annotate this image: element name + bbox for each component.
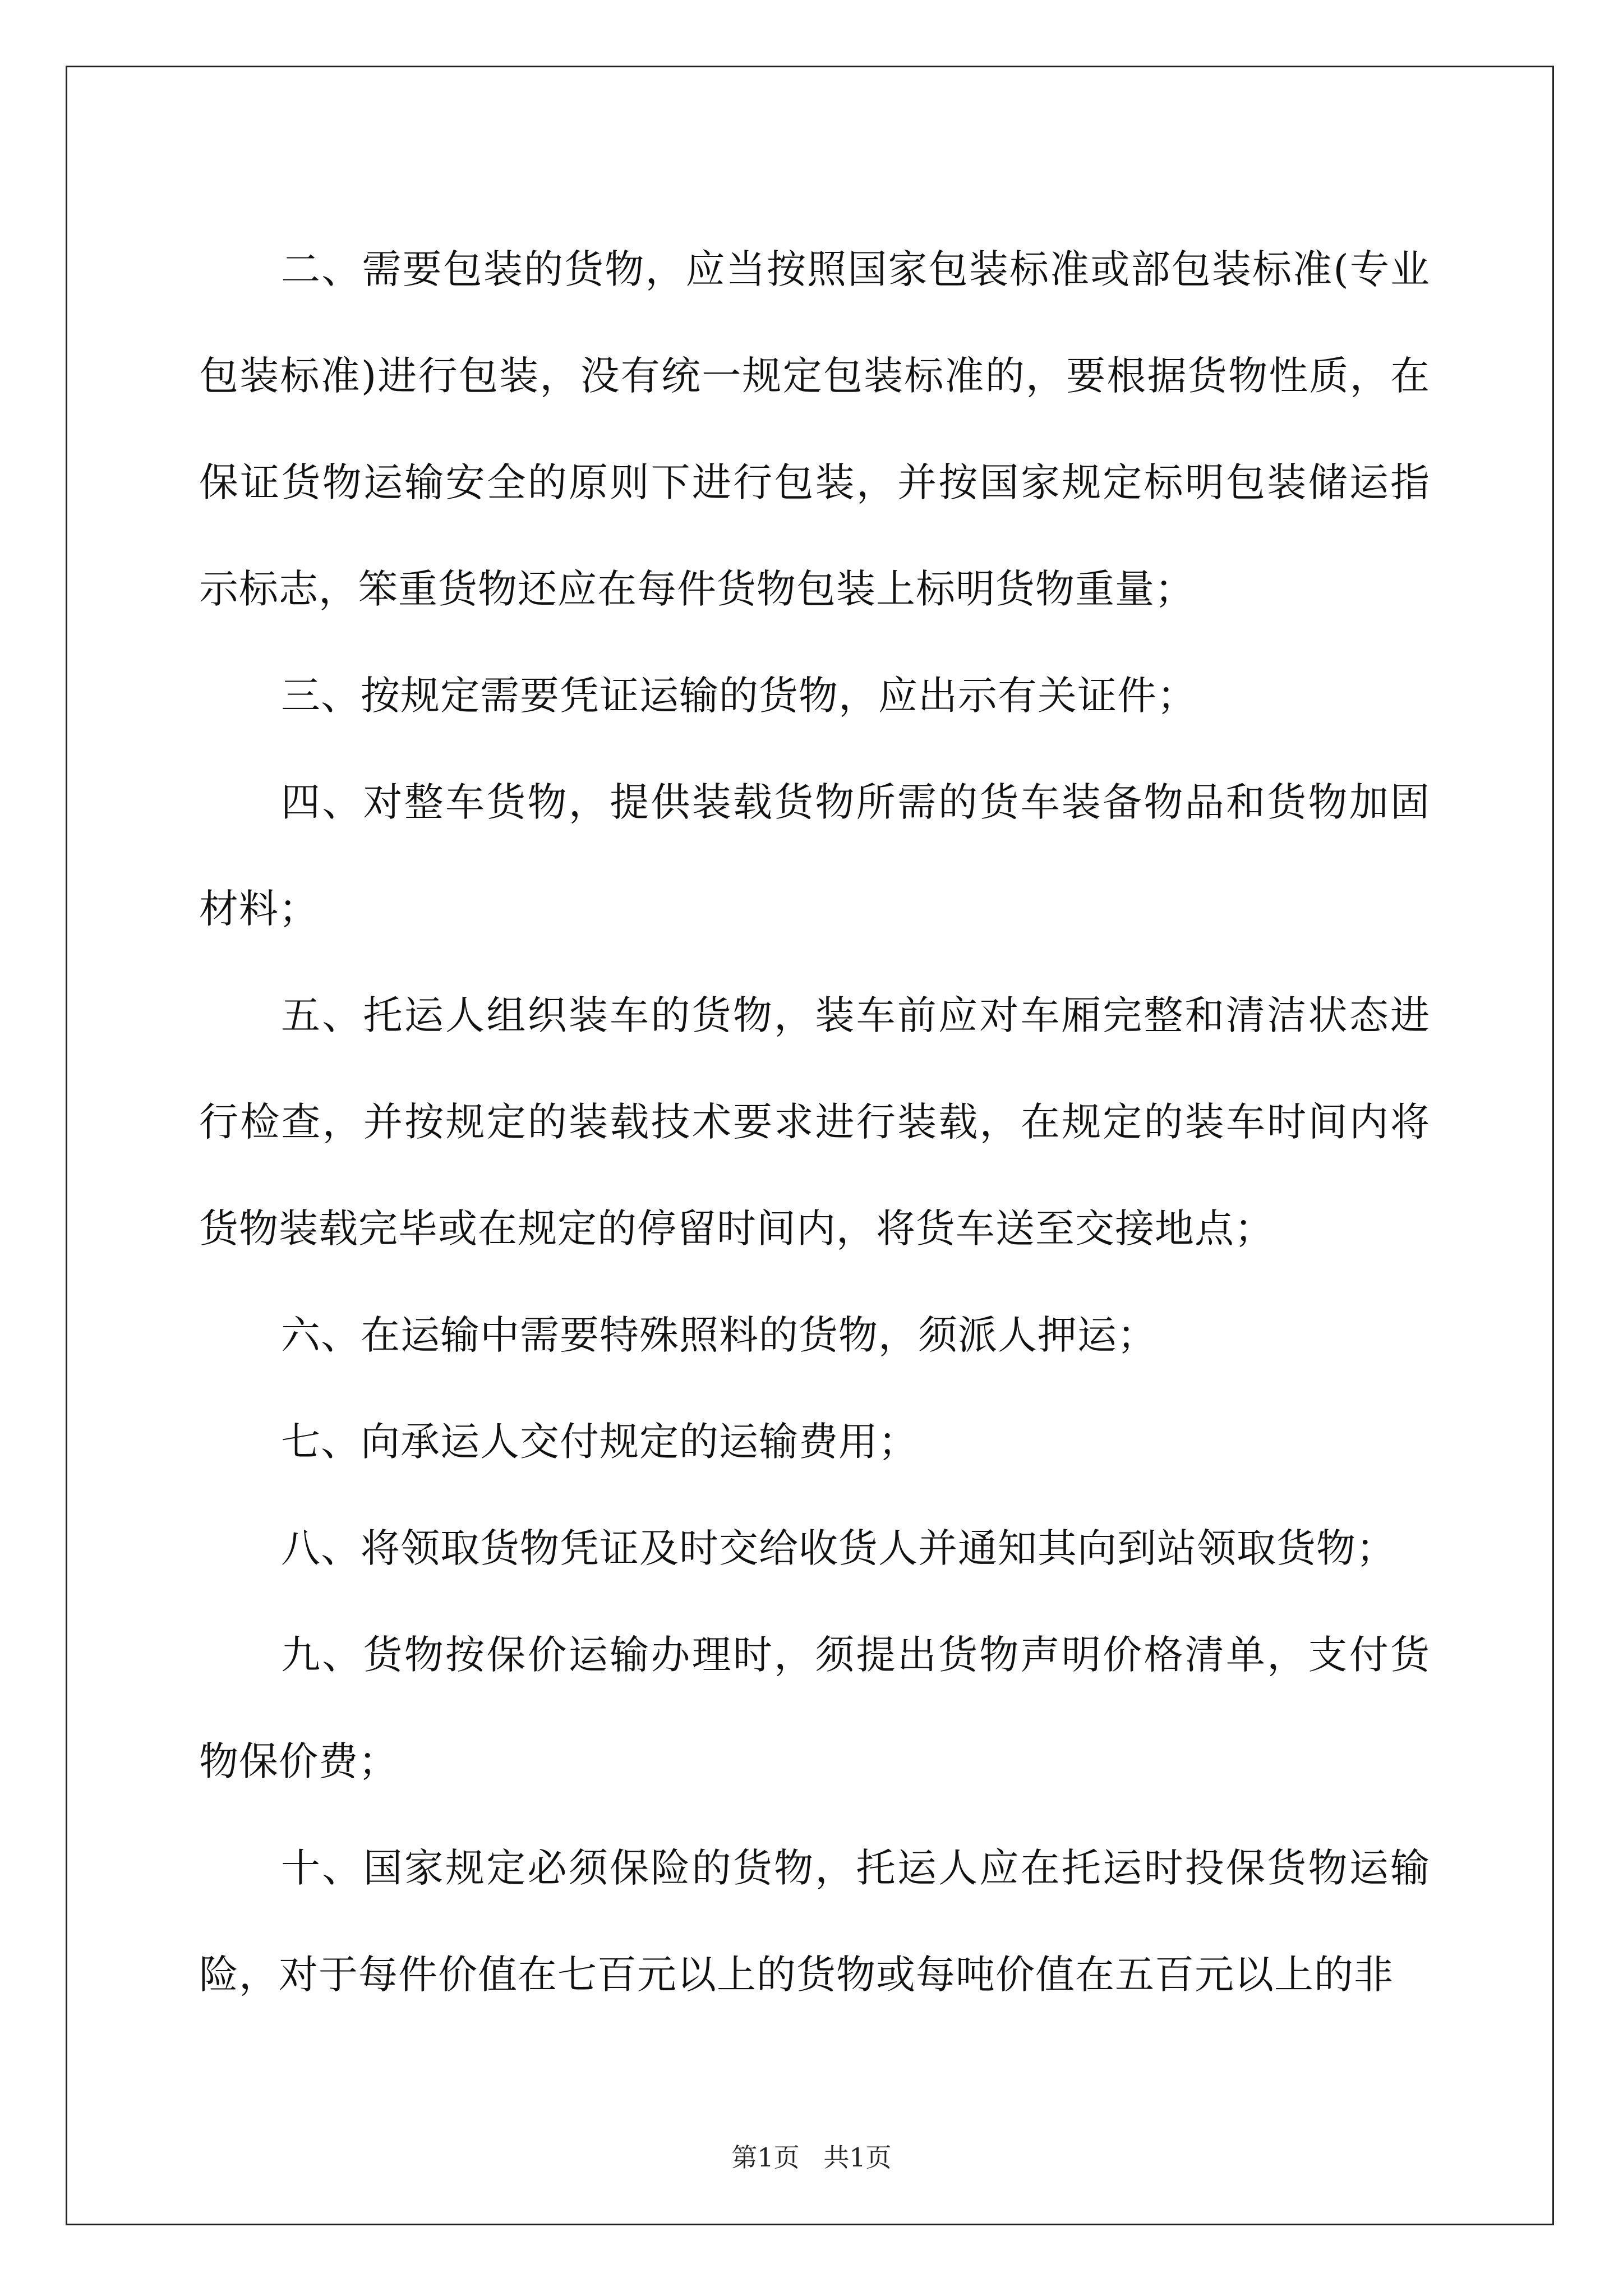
page-number: 第1页 xyxy=(731,2142,800,2173)
paragraph-3: 三、按规定需要凭证运输的货物，应出示有关证件； xyxy=(281,673,1197,719)
paragraph-8: 八、将领取货物凭证及时交给收货人并通知其向到站领取货物； xyxy=(281,1525,1396,1571)
paragraph-4: 四、对整车货物，提供装载货物所需的货车装备物品和货物加固材料； xyxy=(199,779,1430,932)
page-footer xyxy=(0,2137,1623,2174)
paragraph-2: 二、需要包装的货物，应当按照国家包装标准或部包装标准(专业包装标准)进行包装，没有统一规定包装标准的，要根据货物性质，在保证货物运输安全的原则下进行包装，并按国家规定标明包装储运指示标志，笨重货物还应在每件货物包装上标明货物重量； xyxy=(199,246,1430,612)
document-body xyxy=(199,216,1430,2028)
page-total: 共1页 xyxy=(823,2142,892,2173)
paragraph-9: 九、货物按保价运输办理时，须提出货物声明价格清单，支付货物保价费； xyxy=(199,1632,1430,1784)
paragraph-7: 七、向承运人交付规定的运输费用； xyxy=(281,1419,918,1465)
paragraph-10: 十、国家规定必须保险的货物，托运人应在托运时投保货物运输险，对于每件价值在七百元以上的货物或每吨价值在五百元以上的非 xyxy=(199,1845,1430,1998)
paragraph-6: 六、在运输中需要特殊照料的货物，须派人押运； xyxy=(281,1312,1157,1358)
paragraph-5: 五、托运人组织装车的货物，装车前应对车厢完整和清洁状态进行检查，并按规定的装载技术要求进行装载，在规定的装车时间内将货物装载完毕或在规定的停留时间内，将货车送至交接地点； xyxy=(199,992,1430,1251)
